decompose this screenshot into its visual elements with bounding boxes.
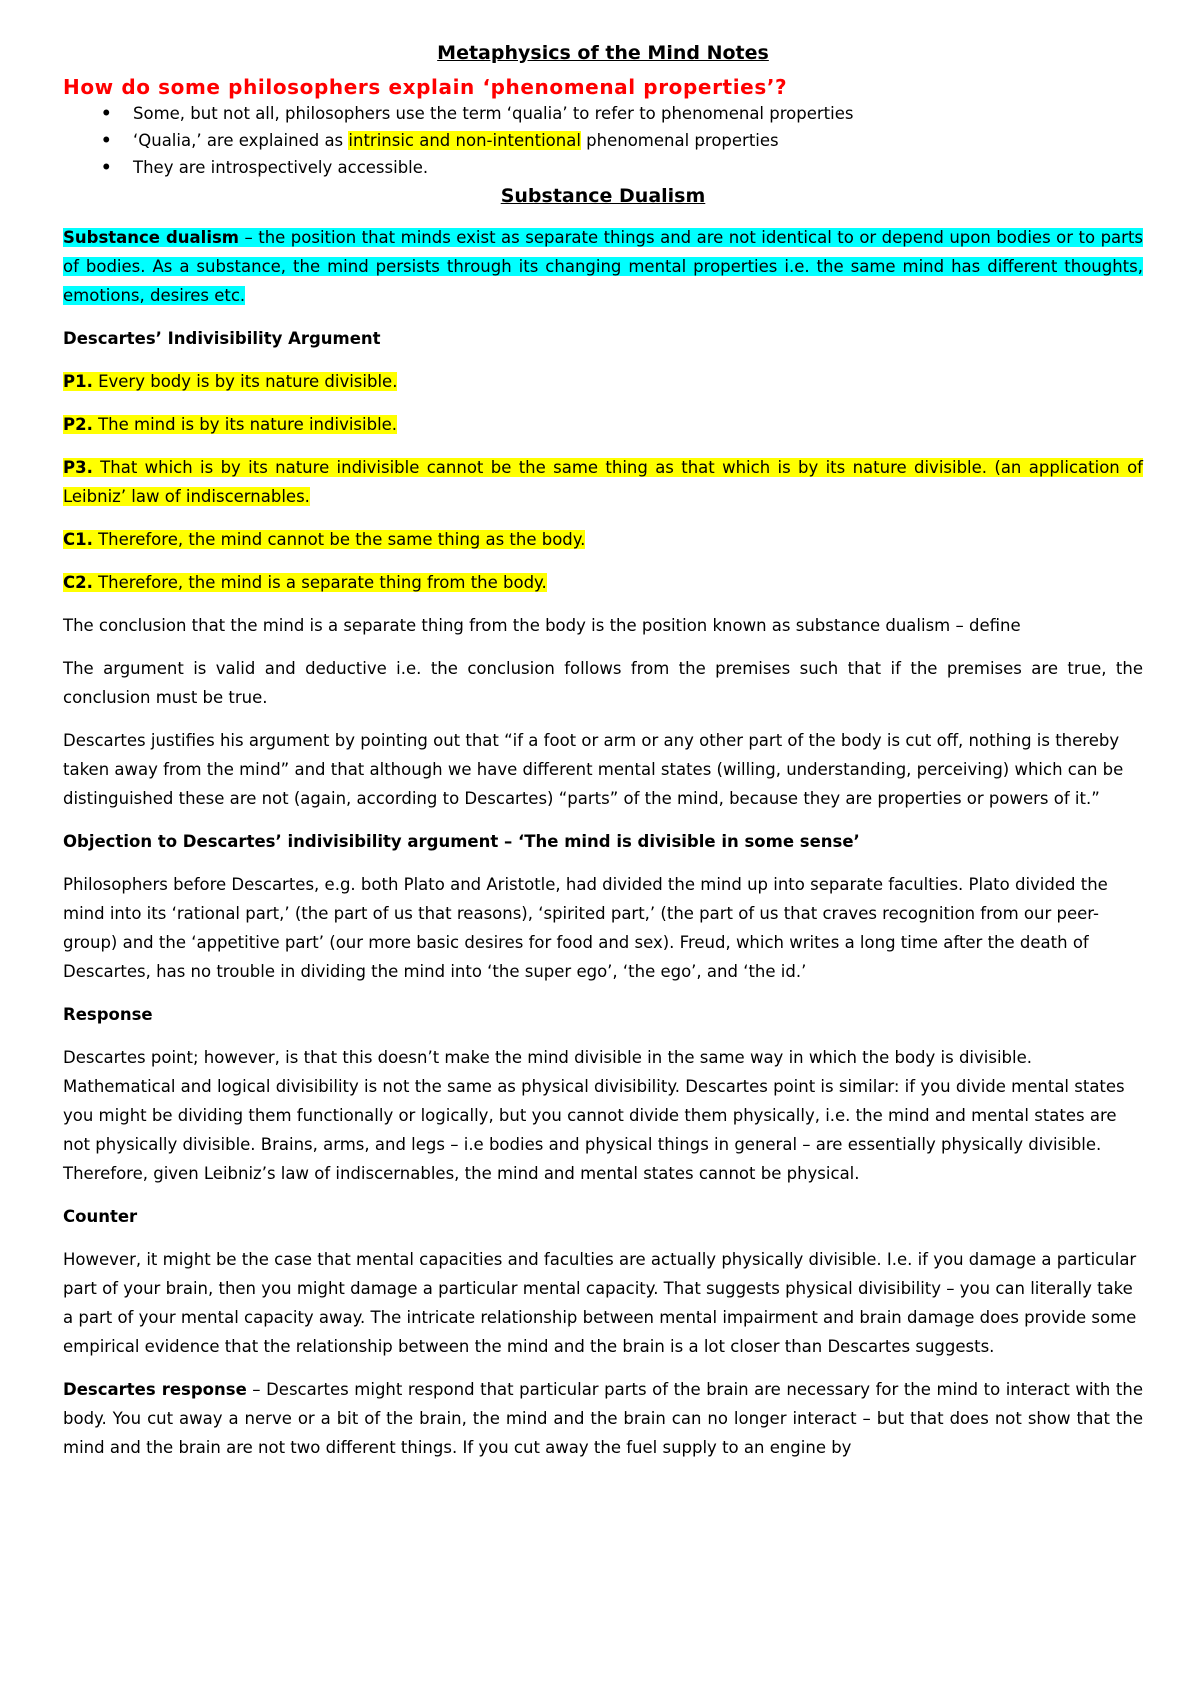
conclusion-highlight xyxy=(63,573,547,592)
section-title: Substance Dualism xyxy=(500,185,706,207)
premise-label: P2. xyxy=(63,415,93,434)
descartes-response-label: Descartes response xyxy=(63,1380,247,1399)
premise-3 xyxy=(63,453,1143,511)
highlighted-text: intrinsic and non-intentional xyxy=(348,131,581,150)
definition-paragraph xyxy=(63,223,1143,310)
descartes-response-text: – Descartes might respond that particular parts of the brain are necessary for the mind to interact with the body. You cut away a nerve or a bit of the brain, the mind and the brain can no longer interact – but that does not show that the mind and the brain are not two different things. If you cut away the fuel supply to an engine by xyxy=(63,1380,1143,1457)
paragraph-objection: Philosophers before Descartes, e.g. both Plato and Aristotle, had divided the mind up into separate faculties. Plato divided the mind into its ‘rational part,’ (the part of us that reasons), ‘spirited part,’ (the part of us that craves recognition from our peer-group) and the ‘appetitive part’ (our more basic desires for food and sex). Freud, which writes a long time after the death of Descartes, has no trouble in dividing the mind into ‘the super ego’, ‘the ego’, and ‘the id.’ xyxy=(63,875,1108,981)
paragraph-descartes-response xyxy=(63,1375,1143,1462)
objection-heading: Objection to Descartes’ indivisibility argument – ‘The mind is divisible in some sense’ xyxy=(63,832,860,851)
list-item xyxy=(63,100,1143,127)
page-title: Metaphysics of the Mind Notes xyxy=(437,42,769,64)
conclusion-text: Therefore, the mind cannot be the same thing as the body. xyxy=(92,530,586,549)
conclusion-highlight xyxy=(63,530,585,549)
document-content xyxy=(63,40,1143,1476)
conclusion-1 xyxy=(63,525,1143,554)
premise-text: That which is by its nature indivisible cannot be the same thing as that which is by its nature divisible. (an application of Leibniz’ law of indiscernables. xyxy=(63,458,1143,506)
paragraph-counter: However, it might be the case that mental capacities and faculties are actually physically divisible. I.e. if you damage a particular part of your brain, then you might damage a particular mental capacity. That suggests physical divisibility – you can literally take a part of your mental capacity away. The intricate relationship between mental impairment and brain damage does provide some empirical evidence that the relationship between the mind and the brain is a lot closer than Descartes suggests. xyxy=(63,1250,1137,1356)
premise-label: P1. xyxy=(63,372,93,391)
question-heading: How do some philosophers explain ‘phenomenal properties’? xyxy=(63,75,788,99)
definition-text: – the position that minds exist as separate things and are not identical to or depend upon bodies or to parts of bodies. As a substance, the mind persists through its changing mental properties i.e. the same mind has different thoughts, emotions, desires etc. xyxy=(63,228,1144,305)
bullet-text-suffix: phenomenal properties xyxy=(580,131,779,150)
conclusion-label: C1. xyxy=(63,530,93,549)
bullet-text: They are introspectively accessible. xyxy=(133,158,429,177)
list-item xyxy=(63,154,1143,181)
paragraph-validity: The argument is valid and deductive i.e. the conclusion follows from the premises such that if the premises are true, the conclusion must be true. xyxy=(63,659,1143,707)
paragraph-response: Descartes point; however, is that this doesn’t make the mind divisible in the same way in which the body is divisible. Mathematical and logical divisibility is not the same as physical divisibility. Descartes point is similar: if you divide mental states you might be dividing them functionally or logically, but you cannot divide them physically, i.e. the mind and mental states are not physically divisible. Brains, arms, and legs – i.e bodies and physical things in general – are essentially physically divisible. Therefore, given Leibniz’s law of indiscernables, the mind and mental states cannot be physical. xyxy=(63,1048,1125,1183)
premise-2 xyxy=(63,410,1143,439)
bullet-text: Some, but not all, philosophers use the term ‘qualia’ to refer to phenomenal properties xyxy=(133,104,854,123)
conclusion-2 xyxy=(63,568,1143,597)
premise-highlight xyxy=(63,458,1143,506)
bullet-icon: • xyxy=(101,131,112,150)
conclusion-label: C2. xyxy=(63,573,93,592)
bullet-text-prefix: ‘Qualia,’ are explained as xyxy=(133,131,349,150)
premise-text: The mind is by its nature indivisible. xyxy=(92,415,398,434)
argument-heading: Descartes’ Indivisibility Argument xyxy=(63,329,381,348)
definition-term: Substance dualism xyxy=(63,228,240,247)
premise-text: Every body is by its nature divisible. xyxy=(92,372,398,391)
definition-highlight xyxy=(63,228,1143,305)
bullet-icon: • xyxy=(101,158,112,177)
bullet-icon: • xyxy=(101,104,112,123)
premise-label: P3. xyxy=(63,458,93,477)
list-item xyxy=(63,127,1143,154)
response-heading: Response xyxy=(63,1005,153,1024)
paragraph-conclusion: The conclusion that the mind is a separate thing from the body is the position known as substance dualism – define xyxy=(63,616,1021,635)
counter-heading: Counter xyxy=(63,1207,138,1226)
premise-1 xyxy=(63,367,1143,396)
paragraph-justification: Descartes justifies his argument by pointing out that “if a foot or arm or any other part of the body is cut off, nothing is thereby taken away from the mind” and that although we have different mental states (willing, understanding, perceiving) which can be distinguished these are not (again, according to Descartes) “parts” of the mind, because they are properties or powers of it.” xyxy=(63,731,1124,808)
premise-highlight xyxy=(63,415,397,434)
conclusion-text: Therefore, the mind is a separate thing from the body. xyxy=(92,573,547,592)
premise-highlight xyxy=(63,372,397,391)
bullet-list xyxy=(63,100,1143,181)
